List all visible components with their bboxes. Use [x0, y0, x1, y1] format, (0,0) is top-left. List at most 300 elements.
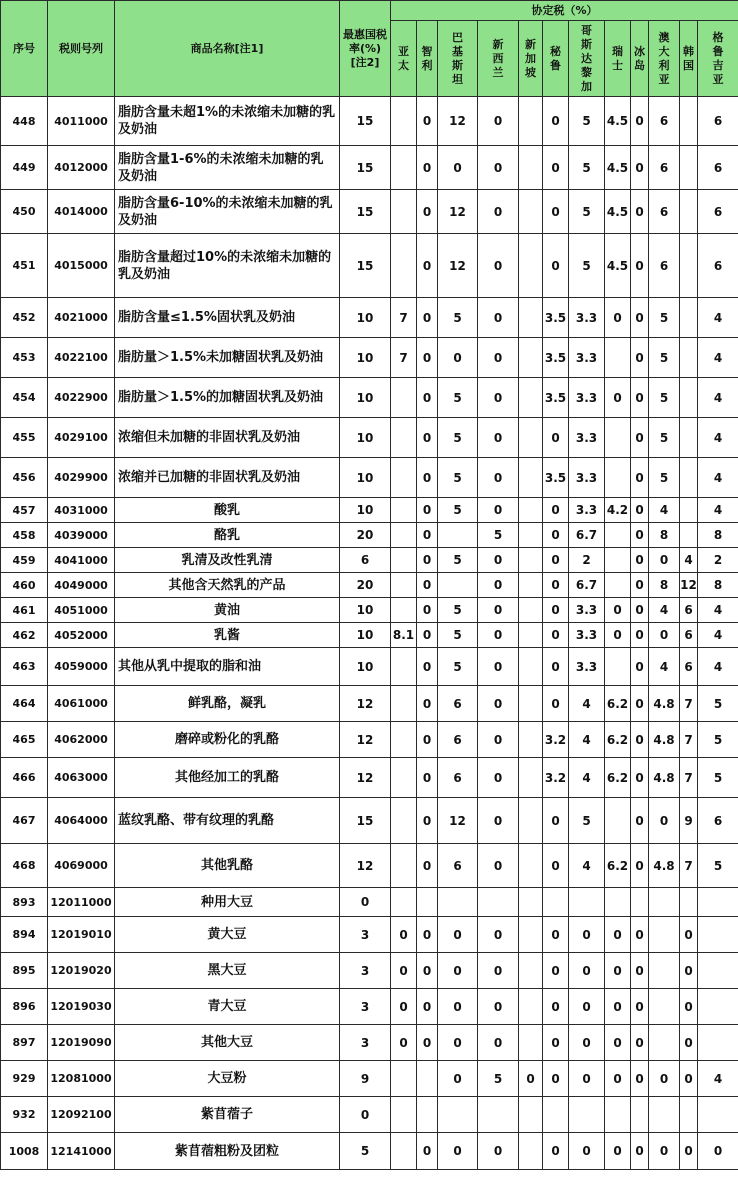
rate-cell: 0 — [478, 190, 519, 234]
rate-cell: 0 — [417, 686, 438, 722]
header-country-label: 瑞士 — [612, 44, 623, 72]
row-code: 12019030 — [48, 989, 115, 1025]
rate-cell — [417, 1097, 438, 1133]
rate-cell: 0 — [631, 418, 649, 458]
rate-cell — [680, 888, 698, 917]
table-row — [1, 146, 738, 190]
rate-cell: 6 — [438, 686, 478, 722]
rate-cell: 5 — [649, 418, 680, 458]
rate-cell — [649, 953, 680, 989]
table-row — [1, 378, 738, 418]
rate-cell: 0 — [417, 146, 438, 190]
rate-cell: 0 — [478, 573, 519, 598]
rate-cell — [519, 298, 543, 338]
row-code: 4029100 — [48, 418, 115, 458]
row-seq: 459 — [1, 548, 48, 573]
table-row — [1, 598, 738, 623]
rate-cell — [680, 338, 698, 378]
row-seq: 450 — [1, 190, 48, 234]
row-mfn: 10 — [340, 598, 391, 623]
row-seq: 895 — [1, 953, 48, 989]
rate-cell — [680, 97, 698, 146]
rate-cell: 4 — [569, 686, 605, 722]
row-name: 脂肪含量超过10%的未浓缩未加糖的乳及奶油 — [115, 234, 340, 298]
rate-cell: 0 — [438, 146, 478, 190]
row-name: 种用大豆 — [115, 888, 340, 917]
rate-cell: 0 — [631, 573, 649, 598]
table-row — [1, 844, 738, 888]
rate-cell — [438, 573, 478, 598]
rate-cell: 0 — [649, 1133, 680, 1170]
rate-cell: 0 — [417, 458, 438, 498]
header-country-label: 哥斯达黎加 — [581, 23, 592, 93]
rate-cell: 0 — [417, 338, 438, 378]
row-code: 4069000 — [48, 844, 115, 888]
row-name: 酸乳 — [115, 498, 340, 523]
rate-cell: 0 — [478, 844, 519, 888]
row-seq: 451 — [1, 234, 48, 298]
header-country-label: 巴基斯坦 — [452, 30, 463, 86]
rate-cell: 5 — [649, 458, 680, 498]
rate-cell — [519, 338, 543, 378]
row-name: 其他含天然乳的产品 — [115, 573, 340, 598]
table-row — [1, 798, 738, 844]
row-name: 脂肪含量未超1%的未浓缩未加糖的乳及奶油 — [115, 97, 340, 146]
row-name: 其他从乳中提取的脂和油 — [115, 648, 340, 686]
row-name: 磨碎或粉化的乳酪 — [115, 722, 340, 758]
row-mfn: 10 — [340, 338, 391, 378]
table-row — [1, 686, 738, 722]
rate-cell: 6.2 — [605, 844, 631, 888]
rate-cell — [391, 1097, 417, 1133]
table-row — [1, 338, 738, 378]
rate-cell: 3.3 — [569, 648, 605, 686]
rate-cell: 0 — [543, 523, 569, 548]
row-name: 鲜乳酪，凝乳 — [115, 686, 340, 722]
row-mfn: 10 — [340, 378, 391, 418]
row-mfn: 15 — [340, 97, 391, 146]
header-mfn — [340, 1, 391, 97]
rate-cell — [519, 598, 543, 623]
rate-cell — [649, 1025, 680, 1061]
rate-cell — [605, 648, 631, 686]
rate-cell: 5 — [569, 234, 605, 298]
rate-cell: 0 — [417, 1025, 438, 1061]
rate-cell: 0 — [605, 1133, 631, 1170]
rate-cell: 8 — [649, 573, 680, 598]
rate-cell: 5 — [698, 758, 738, 798]
rate-cell: 0 — [569, 1133, 605, 1170]
rate-cell: 0 — [478, 418, 519, 458]
rate-cell: 0 — [417, 190, 438, 234]
table-row — [1, 97, 738, 146]
rate-cell: 5 — [569, 190, 605, 234]
rate-cell: 0 — [391, 1025, 417, 1061]
rate-cell: 0 — [417, 798, 438, 844]
rate-cell: 0 — [478, 758, 519, 798]
rate-cell: 3.5 — [543, 298, 569, 338]
rate-cell: 0 — [438, 1025, 478, 1061]
row-code: 12019020 — [48, 953, 115, 989]
rate-cell: 0 — [543, 498, 569, 523]
rate-cell: 7 — [680, 758, 698, 798]
rate-cell: 4.5 — [605, 146, 631, 190]
rate-cell: 0 — [631, 623, 649, 648]
rate-cell: 0 — [417, 648, 438, 686]
rate-cell — [605, 458, 631, 498]
rate-cell: 6 — [698, 146, 738, 190]
rate-cell: 6 — [698, 234, 738, 298]
table-row — [1, 298, 738, 338]
row-code: 4039000 — [48, 523, 115, 548]
rate-cell: 5 — [649, 338, 680, 378]
rate-cell — [391, 758, 417, 798]
rate-cell: 0 — [605, 623, 631, 648]
rate-cell: 0 — [680, 1061, 698, 1097]
row-mfn: 10 — [340, 648, 391, 686]
row-seq: 455 — [1, 418, 48, 458]
rate-cell: 0 — [543, 548, 569, 573]
rate-cell: 7 — [391, 338, 417, 378]
rate-cell: 0 — [417, 97, 438, 146]
rate-cell: 3.3 — [569, 598, 605, 623]
row-name: 黄大豆 — [115, 917, 340, 953]
rate-cell: 4 — [698, 648, 738, 686]
row-seq: 453 — [1, 338, 48, 378]
row-mfn: 0 — [340, 1097, 391, 1133]
row-name: 蓝纹乳酪、带有纹理的乳酪 — [115, 798, 340, 844]
row-code: 4015000 — [48, 234, 115, 298]
row-code: 4059000 — [48, 648, 115, 686]
rate-cell: 0 — [631, 146, 649, 190]
rate-cell — [605, 573, 631, 598]
rate-cell — [649, 989, 680, 1025]
rate-cell: 0 — [417, 917, 438, 953]
header-country — [698, 21, 738, 97]
rate-cell: 0 — [543, 146, 569, 190]
rate-cell: 0 — [478, 598, 519, 623]
table-row — [1, 1133, 738, 1170]
rate-cell: 0 — [438, 1061, 478, 1097]
row-code: 4063000 — [48, 758, 115, 798]
header-code: 税则号列 — [48, 1, 115, 97]
header-country — [649, 21, 680, 97]
rate-cell: 6 — [698, 798, 738, 844]
rate-cell: 3.3 — [569, 298, 605, 338]
row-seq: 893 — [1, 888, 48, 917]
rate-cell: 0 — [631, 722, 649, 758]
row-mfn: 15 — [340, 798, 391, 844]
row-mfn: 3 — [340, 953, 391, 989]
rate-cell — [543, 1097, 569, 1133]
rate-cell: 0 — [569, 1025, 605, 1061]
row-seq: 932 — [1, 1097, 48, 1133]
rate-cell: 5 — [649, 298, 680, 338]
rate-cell: 5 — [698, 844, 738, 888]
rate-cell: 6 — [438, 758, 478, 798]
rate-cell: 0 — [438, 953, 478, 989]
row-name: 黄油 — [115, 598, 340, 623]
row-seq: 457 — [1, 498, 48, 523]
rate-cell: 0 — [417, 418, 438, 458]
rate-cell: 3.5 — [543, 378, 569, 418]
rate-cell — [519, 917, 543, 953]
rate-cell: 0 — [478, 146, 519, 190]
row-code: 4061000 — [48, 686, 115, 722]
row-seq: 463 — [1, 648, 48, 686]
rate-cell: 5 — [438, 418, 478, 458]
rate-cell — [519, 623, 543, 648]
rate-cell: 0 — [417, 989, 438, 1025]
rate-cell: 5 — [698, 686, 738, 722]
row-name: 脂肪量＞1.5%未加糖固状乳及奶油 — [115, 338, 340, 378]
header-country-label: 新加坡 — [525, 37, 536, 79]
row-mfn: 3 — [340, 989, 391, 1025]
rate-cell — [519, 97, 543, 146]
header-country — [519, 21, 543, 97]
rate-cell: 12 — [438, 97, 478, 146]
rate-cell: 0 — [631, 97, 649, 146]
rate-cell: 6.7 — [569, 573, 605, 598]
rate-cell: 8 — [698, 573, 738, 598]
rate-cell: 0 — [417, 623, 438, 648]
header-country-label: 智利 — [421, 44, 433, 72]
rate-cell: 0 — [631, 234, 649, 298]
rate-cell: 0 — [569, 917, 605, 953]
rate-cell: 0 — [417, 298, 438, 338]
rate-cell: 3.2 — [543, 758, 569, 798]
rate-cell — [631, 1097, 649, 1133]
rate-cell: 4 — [698, 498, 738, 523]
rate-cell — [391, 844, 417, 888]
rate-cell: 0 — [417, 498, 438, 523]
rate-cell — [519, 1025, 543, 1061]
row-name: 浓缩但未加糖的非固状乳及奶油 — [115, 418, 340, 458]
rate-cell: 4 — [698, 298, 738, 338]
rate-cell: 4 — [698, 623, 738, 648]
rate-cell: 0 — [631, 598, 649, 623]
header-country — [631, 21, 649, 97]
rate-cell: 0 — [519, 1061, 543, 1097]
header-country — [543, 21, 569, 97]
rate-cell — [680, 1097, 698, 1133]
rate-cell: 0 — [631, 548, 649, 573]
rate-cell: 0 — [417, 758, 438, 798]
rate-cell: 0 — [605, 1025, 631, 1061]
rate-cell — [519, 1133, 543, 1170]
table-row — [1, 989, 738, 1025]
rate-cell: 0 — [417, 1133, 438, 1170]
row-name: 青大豆 — [115, 989, 340, 1025]
rate-cell — [649, 1097, 680, 1133]
rate-cell: 8 — [698, 523, 738, 548]
rate-cell — [519, 798, 543, 844]
table-row — [1, 623, 738, 648]
table-row — [1, 648, 738, 686]
row-code: 4029900 — [48, 458, 115, 498]
row-code: 12081000 — [48, 1061, 115, 1097]
rate-cell: 0 — [605, 298, 631, 338]
row-mfn: 6 — [340, 548, 391, 573]
rate-cell: 6 — [680, 623, 698, 648]
rate-cell: 4 — [569, 844, 605, 888]
row-code: 4022100 — [48, 338, 115, 378]
row-mfn: 20 — [340, 573, 391, 598]
rate-cell — [519, 888, 543, 917]
rate-cell: 5 — [569, 798, 605, 844]
rate-cell: 6 — [649, 97, 680, 146]
rate-cell — [519, 378, 543, 418]
row-mfn: 15 — [340, 234, 391, 298]
rate-cell: 5 — [438, 458, 478, 498]
rate-cell: 0 — [478, 648, 519, 686]
row-code: 4021000 — [48, 298, 115, 338]
rate-cell — [519, 1097, 543, 1133]
row-mfn: 12 — [340, 686, 391, 722]
rate-cell: 5 — [438, 623, 478, 648]
rate-cell — [605, 798, 631, 844]
rate-cell: 7 — [391, 298, 417, 338]
rate-cell — [391, 190, 417, 234]
rate-cell — [680, 298, 698, 338]
rate-cell: 0 — [478, 722, 519, 758]
rate-cell: 0 — [680, 1025, 698, 1061]
rate-cell — [680, 378, 698, 418]
table-row — [1, 1061, 738, 1097]
table-row — [1, 548, 738, 573]
rate-cell — [417, 1061, 438, 1097]
header-country — [478, 21, 519, 97]
table-row — [1, 190, 738, 234]
rate-cell: 0 — [543, 648, 569, 686]
row-code: 12011000 — [48, 888, 115, 917]
rate-cell: 6 — [438, 722, 478, 758]
rate-cell — [391, 458, 417, 498]
rate-cell — [391, 888, 417, 917]
rate-cell: 0 — [391, 953, 417, 989]
rate-cell — [698, 917, 738, 953]
row-code: 4011000 — [48, 97, 115, 146]
table-row — [1, 722, 738, 758]
row-name: 黑大豆 — [115, 953, 340, 989]
rate-cell — [605, 338, 631, 378]
rate-cell: 6.2 — [605, 722, 631, 758]
rate-cell: 4 — [698, 338, 738, 378]
header-country-label: 冰岛 — [634, 44, 645, 72]
rate-cell — [391, 1061, 417, 1097]
row-code: 4064000 — [48, 798, 115, 844]
row-mfn: 12 — [340, 758, 391, 798]
rate-cell: 0 — [631, 523, 649, 548]
rate-cell: 0 — [478, 1025, 519, 1061]
row-name: 乳酱 — [115, 623, 340, 648]
rate-cell: 0 — [543, 598, 569, 623]
header-seq: 序号 — [1, 1, 48, 97]
rate-cell — [519, 686, 543, 722]
rate-cell: 0 — [649, 623, 680, 648]
rate-cell: 8 — [649, 523, 680, 548]
rate-cell: 0 — [543, 953, 569, 989]
rate-cell: 3.3 — [569, 498, 605, 523]
rate-cell — [391, 378, 417, 418]
row-seq: 465 — [1, 722, 48, 758]
rate-cell: 12 — [438, 234, 478, 298]
rate-cell — [605, 1097, 631, 1133]
rate-cell: 0 — [631, 458, 649, 498]
rate-cell — [391, 146, 417, 190]
rate-cell: 3.3 — [569, 338, 605, 378]
rate-cell: 0 — [631, 686, 649, 722]
row-seq: 894 — [1, 917, 48, 953]
rate-cell: 0 — [631, 648, 649, 686]
rate-cell: 5 — [438, 378, 478, 418]
rate-cell: 5 — [569, 97, 605, 146]
rate-cell: 0 — [698, 1133, 738, 1170]
rate-cell — [391, 1133, 417, 1170]
rate-cell: 6.7 — [569, 523, 605, 548]
rate-cell: 6 — [649, 146, 680, 190]
rate-cell: 4.8 — [649, 844, 680, 888]
rate-cell: 6 — [649, 234, 680, 298]
rate-cell: 4 — [649, 648, 680, 686]
rate-cell — [605, 418, 631, 458]
rate-cell: 0 — [478, 338, 519, 378]
rate-cell: 0 — [417, 722, 438, 758]
header-country-label: 新西兰 — [492, 37, 504, 79]
rate-cell: 4.5 — [605, 97, 631, 146]
row-code: 4012000 — [48, 146, 115, 190]
rate-cell: 0 — [680, 989, 698, 1025]
rate-cell — [391, 523, 417, 548]
rate-cell: 0 — [478, 798, 519, 844]
rate-cell — [391, 686, 417, 722]
rate-cell: 0 — [417, 598, 438, 623]
row-code: 4041000 — [48, 548, 115, 573]
table-row — [1, 1097, 738, 1133]
rate-cell: 5 — [438, 298, 478, 338]
row-name: 乳清及改性乳清 — [115, 548, 340, 573]
rate-cell: 3.5 — [543, 338, 569, 378]
row-seq: 449 — [1, 146, 48, 190]
row-name: 紫苜蓿粗粉及团粒 — [115, 1133, 340, 1170]
header-country — [680, 21, 698, 97]
rate-cell: 4 — [698, 458, 738, 498]
rate-cell — [478, 1097, 519, 1133]
header-country — [438, 21, 478, 97]
rate-cell: 0 — [478, 917, 519, 953]
rate-cell — [438, 1097, 478, 1133]
row-code: 12141000 — [48, 1133, 115, 1170]
rate-cell: 0 — [543, 1025, 569, 1061]
row-mfn: 12 — [340, 844, 391, 888]
header-agreement: 协定税（%） — [391, 1, 738, 21]
rate-cell: 0 — [680, 1133, 698, 1170]
rate-cell: 4 — [569, 758, 605, 798]
rate-cell: 0 — [543, 798, 569, 844]
rate-cell: 7 — [680, 844, 698, 888]
rate-cell: 0 — [478, 989, 519, 1025]
rate-cell: 5 — [438, 548, 478, 573]
header-country-label: 韩国 — [683, 44, 694, 72]
row-mfn: 10 — [340, 418, 391, 458]
rate-cell — [519, 190, 543, 234]
rate-cell — [519, 548, 543, 573]
rate-cell: 0 — [605, 1061, 631, 1097]
rate-cell — [519, 648, 543, 686]
rate-cell: 0 — [680, 953, 698, 989]
rate-cell: 0 — [478, 548, 519, 573]
rate-cell: 0 — [605, 598, 631, 623]
